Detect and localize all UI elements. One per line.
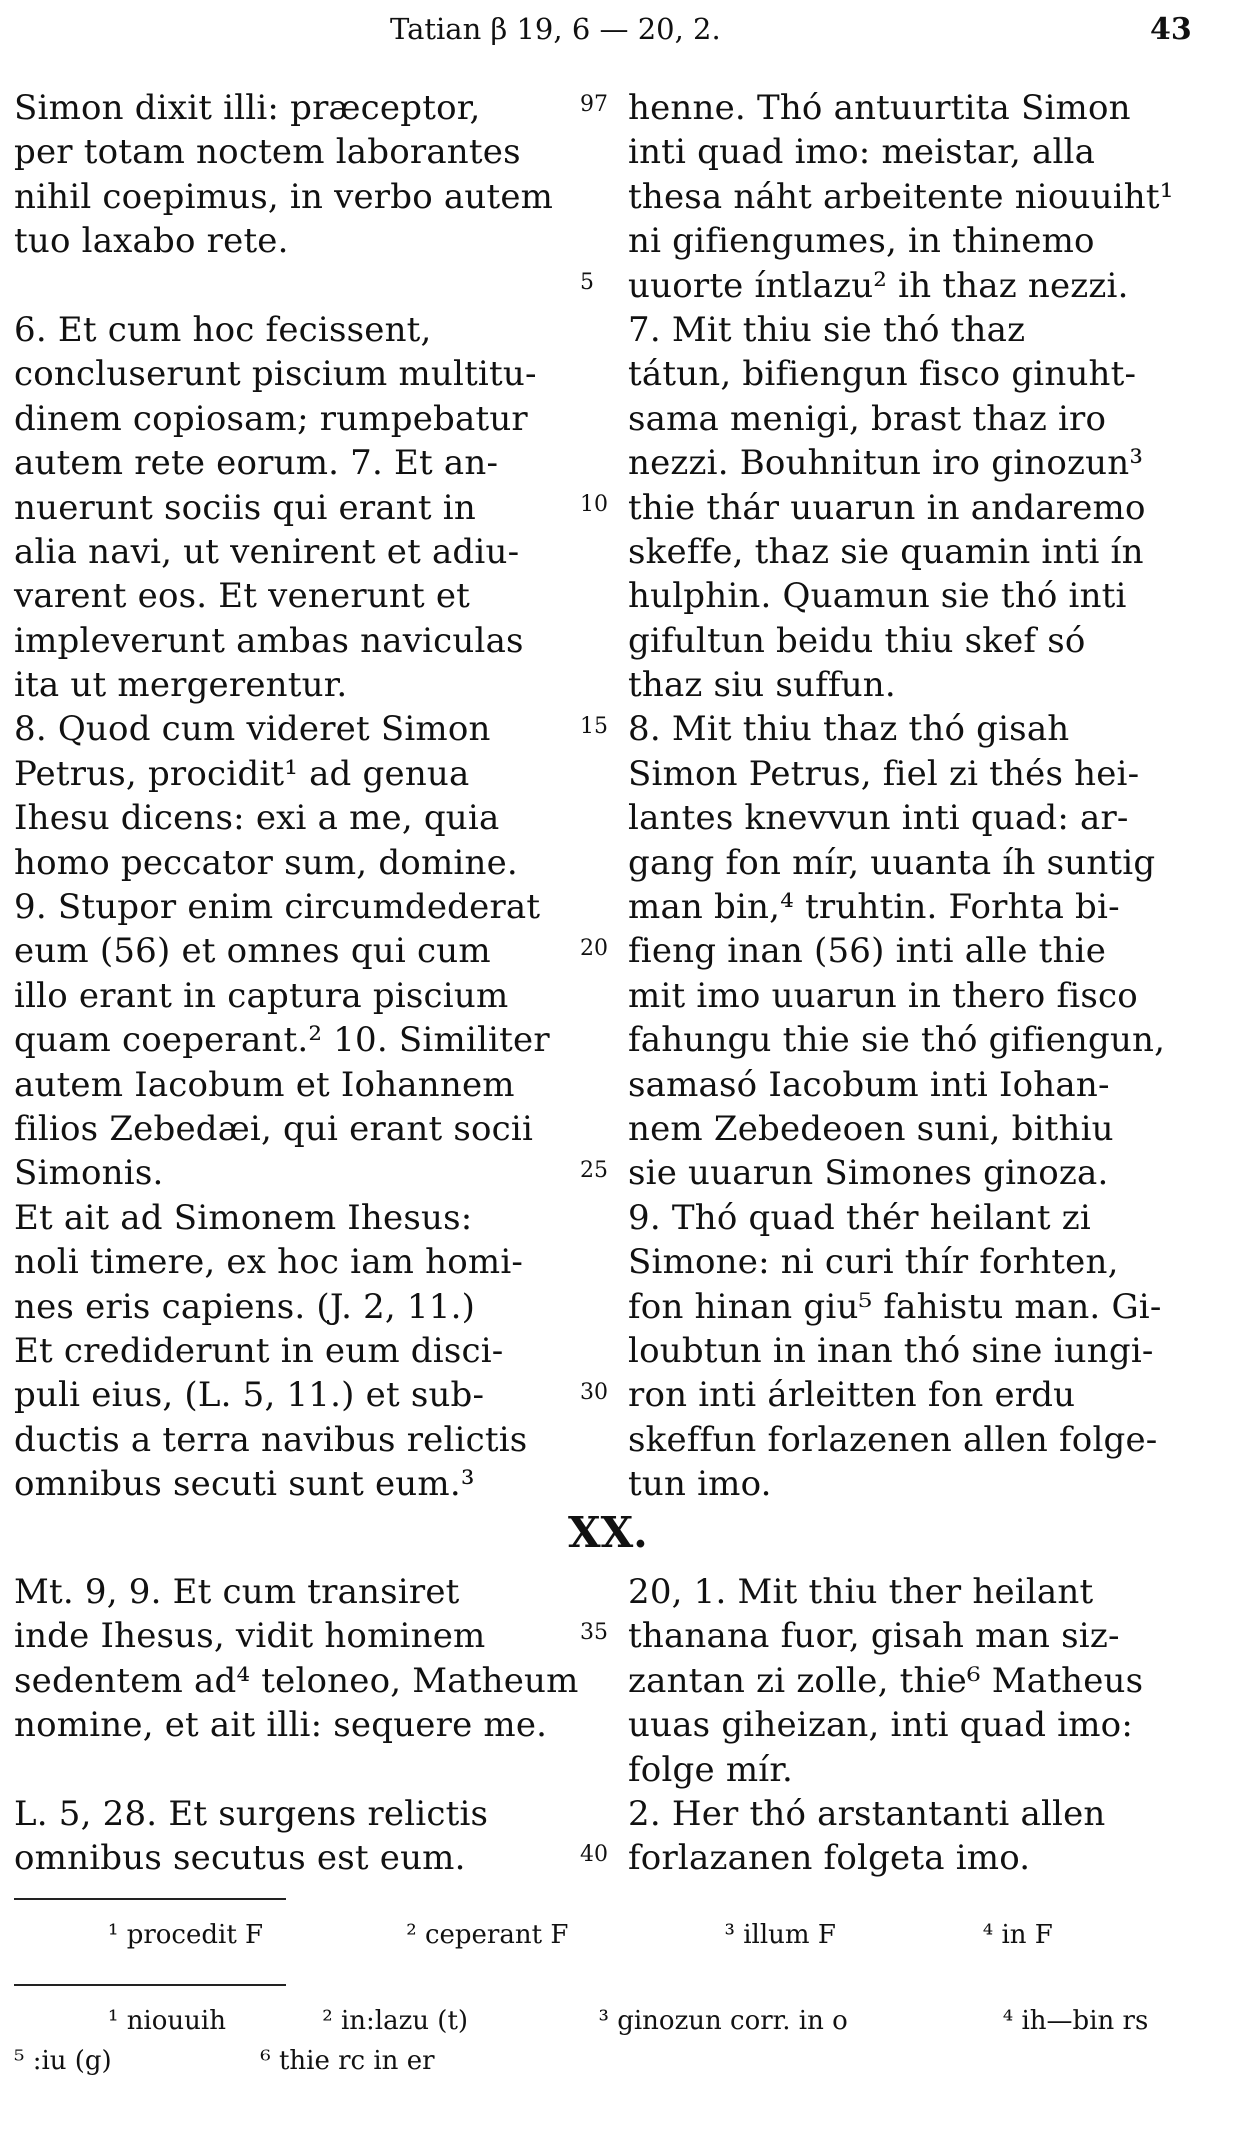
latin-line: nihil coepimus, in verbo autem: [14, 176, 554, 217]
ohg-line: ron inti árleitten fon erdu: [628, 1375, 1076, 1416]
ohg-line: 7. Mit thiu sie thó thaz: [628, 309, 1026, 350]
ohg-line: skeffe, thaz sie quamin inti ín: [628, 531, 1144, 572]
ohg-line: uuas giheizan, inti quad imo:: [628, 1705, 1134, 1746]
ohg-line: lantes knevvun inti quad: ar-: [628, 798, 1129, 839]
footnotes-ohg-2: [14, 2046, 435, 2076]
ohg-line: fieng inan (56) inti alle thie: [628, 931, 1107, 972]
ohg-line: thie thár uuarun in andaremo: [628, 487, 1146, 528]
ohg-line: hulphin. Quamun sie thó inti: [628, 576, 1127, 617]
line-number: 30: [580, 1380, 608, 1405]
line-number: 35: [580, 1620, 608, 1645]
ohg-line: Simone: ni curi thír forhten,: [628, 1242, 1119, 1283]
ohg-line: folge mír.: [628, 1749, 794, 1790]
ohg-column-2: [628, 1570, 1143, 1881]
ohg-line: tátun, bifiengun fisco ginuht-: [628, 354, 1137, 395]
latin-line: sedentem ad⁴ teloneo, Matheum: [14, 1660, 579, 1701]
ohg-line: nezzi. Bouhnitun iro ginozun³: [628, 443, 1144, 484]
ohg-line: thesa náht arbeitente niouuiht¹: [628, 176, 1174, 217]
page-number: 43: [1150, 12, 1192, 47]
latin-line: Simon dixit illi: præceptor,: [14, 88, 481, 128]
ohg-line: tun imo.: [628, 1464, 772, 1505]
ohg-line: sie uuarun Simones ginoza.: [628, 1153, 1109, 1194]
ohg-line: fahungu thie sie thó gifiengun,: [628, 1020, 1166, 1061]
latin-line: [14, 1748, 579, 1792]
line-number: 10: [580, 492, 608, 517]
latin-line: concluserunt piscium multitu-: [14, 354, 537, 395]
footnote: ³ illum F: [724, 1920, 836, 1950]
latin-line: autem rete eorum. 7. Et an-: [14, 443, 499, 484]
line-number: 40: [580, 1842, 608, 1867]
ohg-line: mit imo uuarun in thero fisco: [628, 975, 1138, 1016]
latin-line: omnibus secuti sunt eum.³: [14, 1464, 475, 1505]
running-head: [0, 12, 1244, 56]
latin-line: nes eris capiens. (J. 2, 11.): [14, 1286, 476, 1327]
ohg-line: man bin,⁴ truhtin. Forhta bi-: [628, 887, 1120, 928]
footnote-rule-ohg: [14, 1984, 286, 1986]
latin-line: eum (56) et omnes qui cum: [14, 931, 491, 972]
latin-line: varent eos. Et venerunt et: [14, 576, 471, 617]
ohg-line: loubtun in inan thó sine iungi-: [628, 1330, 1154, 1371]
latin-line: 8. Quod cum videret Simon: [14, 709, 491, 750]
latin-line: ductis a terra navibus relictis: [14, 1419, 528, 1460]
latin-line: ita ut mergerentur.: [14, 665, 348, 706]
ohg-line: ni gifiengumes, in thinemo: [628, 221, 1095, 262]
ohg-line: uuorte íntlazu² ih thaz nezzi.: [628, 265, 1129, 306]
latin-line: Mt. 9, 9. Et cum transiret: [14, 1572, 460, 1612]
section-heading: XX.: [568, 1508, 648, 1557]
footnotes-ohg-1: [108, 2006, 1148, 2036]
latin-column-2: [14, 1570, 579, 1881]
ohg-line: forlazanen folgeta imo.: [628, 1838, 1031, 1879]
ohg-line: 20, 1. Mit thiu ther heilant: [628, 1572, 1094, 1612]
latin-line: Et ait ad Simonem Ihesus:: [14, 1197, 473, 1238]
footnote: ³ ginozun corr. in o: [598, 2006, 848, 2036]
footnote-rule-latin: [14, 1898, 286, 1900]
latin-line: autem Iacobum et Iohannem: [14, 1064, 515, 1105]
footnote: ⁴ ih—bin rs: [1002, 2006, 1149, 2036]
footnote: ⁶ thie rc in er: [260, 2046, 435, 2076]
ohg-line: zantan zi zolle, thie⁶ Matheus: [628, 1660, 1144, 1701]
ohg-line: nem Zebedeoen suni, bithiu: [628, 1108, 1114, 1149]
footnote: ² ceperant F: [406, 1920, 569, 1950]
ohg-line: thaz siu suffun.: [628, 665, 896, 706]
ohg-line: gifultun beidu thiu skef só: [628, 620, 1086, 661]
ohg-line: 2. Her thó arstantanti allen: [628, 1793, 1106, 1834]
latin-line: filios Zebedæi, qui erant socii: [14, 1108, 534, 1149]
latin-line: homo peccator sum, domine.: [14, 842, 518, 883]
line-number: 5: [580, 270, 594, 295]
footnote: ¹ niouuih: [108, 2006, 226, 2036]
latin-line: impleverunt ambas naviculas: [14, 620, 524, 661]
latin-column-1: [14, 86, 553, 1507]
latin-line: inde Ihesus, vidit hominem: [14, 1616, 486, 1657]
latin-line: tuo laxabo rete.: [14, 221, 289, 262]
latin-line: Petrus, procidit¹ ad genua: [14, 753, 470, 794]
latin-line: 6. Et cum hoc fecissent,: [14, 309, 432, 350]
latin-line: alia navi, ut venirent et adiu-: [14, 531, 520, 572]
ohg-line: skeffun forlazenen allen folge-: [628, 1419, 1158, 1460]
ohg-line: inti quad imo: meistar, alla: [628, 132, 1096, 173]
line-number: 20: [580, 936, 608, 961]
latin-line: L. 5, 28. Et surgens relictis: [14, 1793, 489, 1834]
latin-line: quam coeperant.² 10. Similiter: [14, 1020, 550, 1061]
latin-line: nuerunt sociis qui erant in: [14, 487, 476, 528]
footnote: ⁵ :iu (g): [14, 2046, 112, 2076]
line-number: 97: [580, 92, 608, 117]
ohg-line: Simon Petrus, fiel zi thés hei-: [628, 753, 1140, 794]
ohg-line: samasó Iacobum inti Iohan-: [628, 1064, 1110, 1105]
footnote: ² in:lazu (t): [322, 2006, 469, 2036]
latin-line: noli timere, ex hoc iam homi-: [14, 1242, 524, 1283]
ohg-line: 8. Mit thiu thaz thó gisah: [628, 709, 1070, 750]
latin-line: nomine, et ait illi: sequere me.: [14, 1705, 548, 1746]
line-number: 25: [580, 1158, 608, 1183]
latin-line: 9. Stupor enim circumdederat: [14, 887, 541, 928]
ohg-line: fon hinan giu⁵ fahistu man. Gi-: [628, 1286, 1162, 1327]
footnotes-latin: [108, 1920, 1053, 1950]
line-number: 15: [580, 714, 608, 739]
footnote: ¹ procedit F: [108, 1920, 264, 1950]
running-title: Tatian β 19, 6 — 20, 2.: [390, 12, 721, 46]
latin-line: omnibus secutus est eum.: [14, 1838, 466, 1879]
ohg-line: thanana fuor, gisah man siz-: [628, 1616, 1120, 1657]
footnote: ⁴ in F: [982, 1920, 1053, 1950]
latin-line: [14, 264, 553, 308]
latin-line: Ihesu dicens: exi a me, quia: [14, 798, 500, 839]
ohg-line: 9. Thó quad thér heilant zi: [628, 1197, 1091, 1238]
latin-line: Et crediderunt in eum disci-: [14, 1330, 504, 1371]
ohg-column-1: [628, 86, 1174, 1507]
ohg-line: gang fon mír, uuanta íh suntig: [628, 842, 1156, 883]
latin-line: Simonis.: [14, 1153, 164, 1194]
latin-line: dinem copiosam; rumpebatur: [14, 398, 528, 439]
ohg-line: henne. Thó antuurtita Simon: [628, 88, 1131, 128]
latin-line: illo erant in captura piscium: [14, 975, 509, 1016]
latin-line: puli eius, (L. 5, 11.) et sub-: [14, 1375, 485, 1416]
latin-line: per totam noctem laborantes: [14, 132, 521, 173]
ohg-line: sama menigi, brast thaz iro: [628, 398, 1107, 439]
